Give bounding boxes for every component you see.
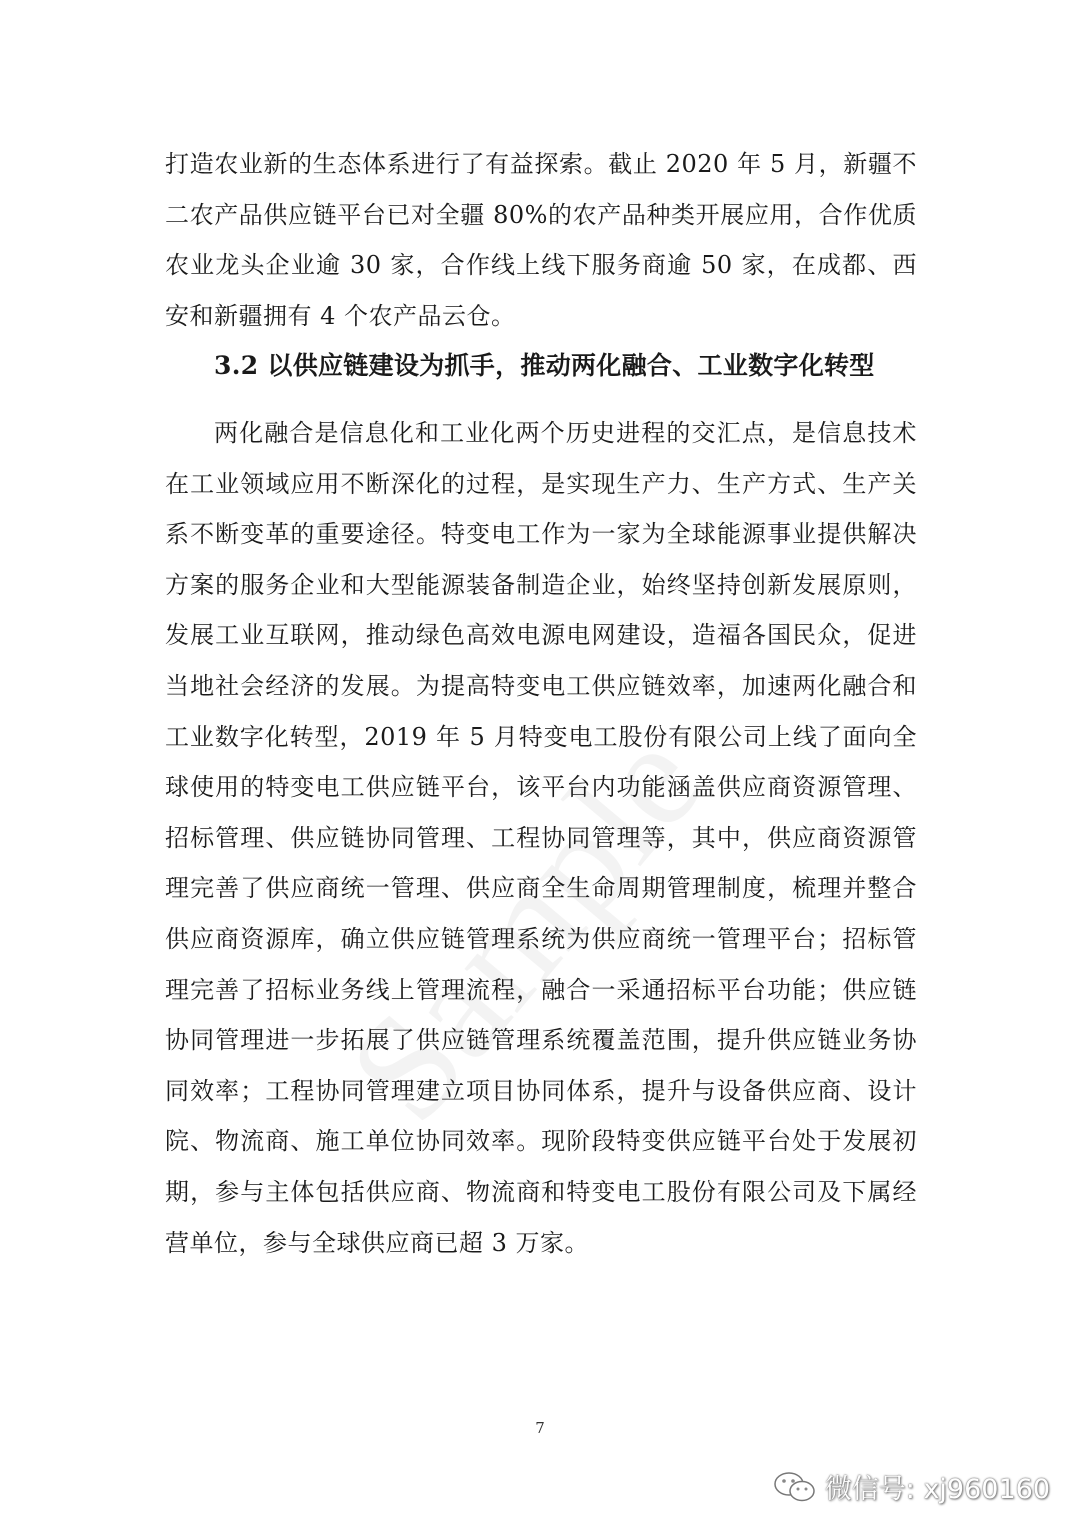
paragraph-continued: 打造农业新的生态体系进行了有益探索。截止 2020 年 5 月，新疆不二农产品供应链平台已对全疆 80%的农产品种类开展应用，合作优质农业龙头企业逾 30 家，合作线上线下服务商逾 50 家，在成都、西安和新疆拥有 4 个农产品云仓。 [165, 150, 917, 330]
wechat-id-text: 微信号: xj960160 [824, 1474, 1050, 1505]
page-number: 7 [535, 1419, 545, 1437]
wechat-id-badge [773, 1467, 1050, 1506]
wechat-icon [773, 1470, 817, 1504]
paragraph-body: 两化融合是信息化和工业化两个历史进程的交汇点，是信息技术在工业领域应用不断深化的过程，是实现生产力、生产方式、生产关系不断变革的重要途径。特变电工作为一家为全球能源事业提供解决方案的服务企业和大型能源装备制造企业，始终坚持创新发展原则，发展工业互联网，推动绿色高效电源电网建设，造福各国民众，促进当地社会经济的发展。为提高特变电工供应链效率，加速两化融合和工业数字化转型，2019 年 5 月特变电工股份有限公司上线了面向全球使用的特变电工供应链平台，该平台内功能涵盖供应商资源管理、招标管理、供应链协同管理、工程协同管理等，其中，供应商资源管理完善了供应商统一管理、供应商全生命周期管理制度，梳理并整合供应商资源库，确立供应链管理系统为供应商统一管理平台；招标管理完善了招标业务线上管理流程，融合一采通招标平台功能；供应链协同管理进一步拓展了供应链管理系统覆盖范围，提升供应链业务协同效率；工程协同管理建立项目协同体系，提升与设备供应商、设计院、物流商、施工单位协同效率。现阶段特变供应链平台处于发展初期，参与主体包括供应商、物流商和特变电工股份有限公司及下属经营单位，参与全球供应商已超 3 万家。 [165, 419, 917, 1257]
section-heading: 3.2 以供应链建设为抓手，推动两化融合、工业数字化转型 [214, 351, 875, 380]
